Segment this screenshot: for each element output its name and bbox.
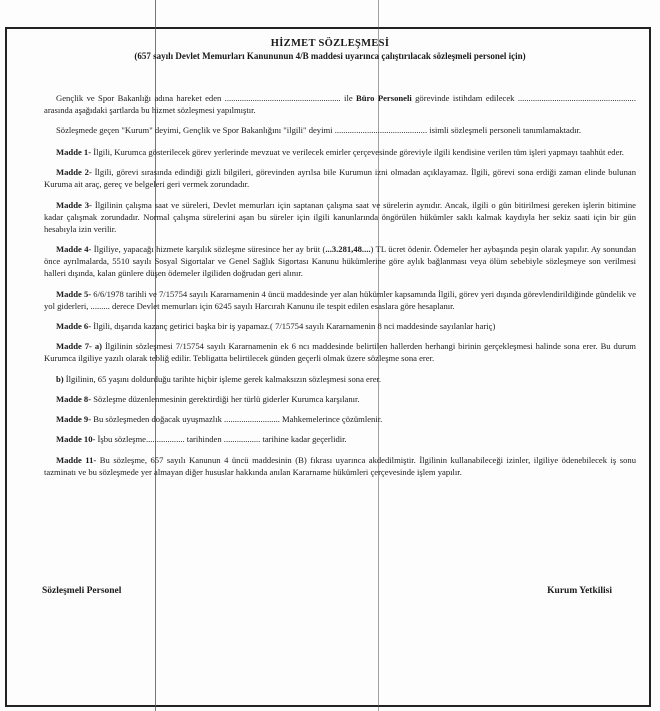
article-7b	[44, 373, 636, 385]
signature-personnel: Sözleşmeli Personel	[42, 586, 122, 596]
article-label: Madde 6-	[56, 320, 92, 331]
article-1	[44, 146, 636, 158]
intro-paragraph-1	[44, 92, 636, 116]
article-text: İlgilinin, 65 yaşını doldurduğu tarihte hiçbir işleme gerek kalmaksızın sözleşmesi sona erer.	[63, 373, 382, 384]
article-label: Madde 5-	[56, 288, 92, 299]
article-text: İlgilinin çalışma saat ve süreleri, Devlet memurları için saptanan çalışma saat ve sürelerin aynıdır. Ancak, ilgili o gün bitirilmesi gereken işlerin bitimine kadar çalışmak zorundadır. Normal çalışma sürelerini aşan bu süreler için ilgili kanunlarında öngörülen hükümler saklı kalmak kaydıyla her sekiz saati için bir gün hesabıyla izin verilir.	[44, 199, 636, 234]
article-text: İlgili, görevi sırasında edindiği gizli bilgileri, görevinden ayrılsa bile Kurumun izni olmadan açıklayamaz. İlgili, görevi sona erdiği zaman elinde bulunan Kuruma ait araç, gereç ve belgeleri geri vermek zorundadır.	[44, 167, 636, 190]
article-label: b)	[56, 373, 64, 384]
salary-amount: ...3.281,48....	[325, 244, 371, 255]
article-2	[44, 166, 636, 190]
article-text: İlgiliye, yapacağı hizmete karşılık sözleşme süresince her ay brüt (	[91, 244, 326, 255]
article-8	[44, 393, 636, 405]
position-title: Büro Personeli	[356, 93, 412, 103]
article-text: İlgili, dışarıda kazanç getirici başka bir iş yapamaz.( 7/15754 sayılı Kararnamenin 8 nci maddesinde sayılanlar hariç)	[91, 320, 496, 331]
article-label: Madde 11-	[56, 454, 97, 465]
article-9	[44, 413, 636, 425]
article-label: Madde 3-	[56, 199, 92, 210]
intro-text: görevinde istihdam edilecek ....................................................... arasında aşağıdaki şartlarda bu hizmet sözleşmesi yapılmıştır.	[44, 93, 636, 116]
article-text: İlgili, Kurumca gösterilecek görev yerlerinde mevzuat ve verilecek emirler çerçevesinde göreviyle ilgili kendisine verilen tüm işleri yapmayı taahhüt eder.	[91, 146, 624, 157]
article-text: Sözleşme düzenlenmesinin gerektirdiği her türlü giderler Kurumca karşılanır.	[91, 393, 360, 404]
article-text: 6/6/1978 tarihli ve 7/15754 sayılı Kararnamenin 4 üncü maddesinde yer alan hükümler kapsamında İlgili, görev yeri dışında görevlendirildiğinde gündelik ve yol giderleri, ......... derece Devlet memurları için 6245 sayılı Harcırah Kanunu ile tespit edilen esaslara göre hesaplanır.	[44, 288, 637, 311]
article-3	[44, 199, 636, 235]
article-text: İlgilinin sözleşmesi 7/15754 sayılı Kararnamenin ek 6 ncı maddesinde belirtilen hallerden herhangi birinin gerçekleşmesi halinde sona erer. Bu durum Kurumca ilgiliye yazılı olarak tebliğ edilir. Tebligatta belirtilecek günden geçerli olmak üzere sözleşme sona erer.	[44, 341, 636, 364]
intro-paragraph-2: Sözleşmede geçen "Kurum" deyimi, Gençlik ve Spor Bakanlığını "ilgili" deyimi ........................................... isimli sözleşmeli personeli tanımlamaktadır.	[56, 125, 582, 136]
article-text: Bu sözleşmeden doğacak uyuşmazlık .......................... Mahkemelerince çözümlenir.	[91, 414, 383, 425]
article-text: Bu sözleşme, 657 sayılı Kanunun 4 üncü maddesinin (B) fıkrası uyarınca akdedilmiştir. İlgilinin kullanabileceği izinler, ilgiliye ödenebilecek iş sonu tazminatı ve bu sözleşmede yer almayan diğer hususlar hakkında anılan Kararname hükümleri çerçevesinde işlem yapılır.	[44, 454, 636, 477]
article-5	[44, 288, 636, 312]
contract-body	[44, 92, 636, 486]
article-6	[44, 320, 636, 332]
article-label: Madde 8-	[56, 393, 92, 404]
article-10	[44, 433, 636, 445]
article-label: Madde 1-	[56, 146, 92, 157]
article-7a	[44, 340, 636, 364]
article-text: ) TL ücret ödenir. Ödemeler her aybaşında peşin olarak yapılır. Ay sonundan önce ayrılmalarda, 5510 sayılı Sosyal Sigortalar ve Genel Sağlık Sigortası Kanunu hükümlerine göre aylık bağlanması veya ölüm sebebiyle sözleşmeye son verilmesi halleri dışında, kalan günlere düşen ödemeler ilgiliden doğrudan geri alınır.	[44, 244, 637, 279]
article-text: İşbu sözleşme.................. tarihinden ................. tarihine kadar geçerlidir.	[95, 434, 347, 445]
article-11	[44, 454, 636, 478]
article-label: Madde 7- a)	[56, 341, 102, 352]
article-4	[44, 243, 636, 279]
document-subtitle: (657 sayılı Devlet Memurları Kanununun 4/B maddesi uyarınca çalıştırılacak sözleşmeli personel için)	[134, 51, 526, 61]
document-title: HİZMET SÖZLEŞMESİ	[270, 38, 390, 49]
article-label: Madde 9-	[56, 414, 92, 425]
article-label: Madde 2-	[56, 167, 92, 178]
article-label: Madde 10-	[56, 434, 96, 445]
signature-institution: Kurum Yetkilisi	[547, 586, 612, 596]
article-label: Madde 4-	[56, 244, 92, 255]
intro-text: Gençlik ve Spor Bakanlığı adına hareket eden ...................................................... ile	[56, 93, 357, 103]
